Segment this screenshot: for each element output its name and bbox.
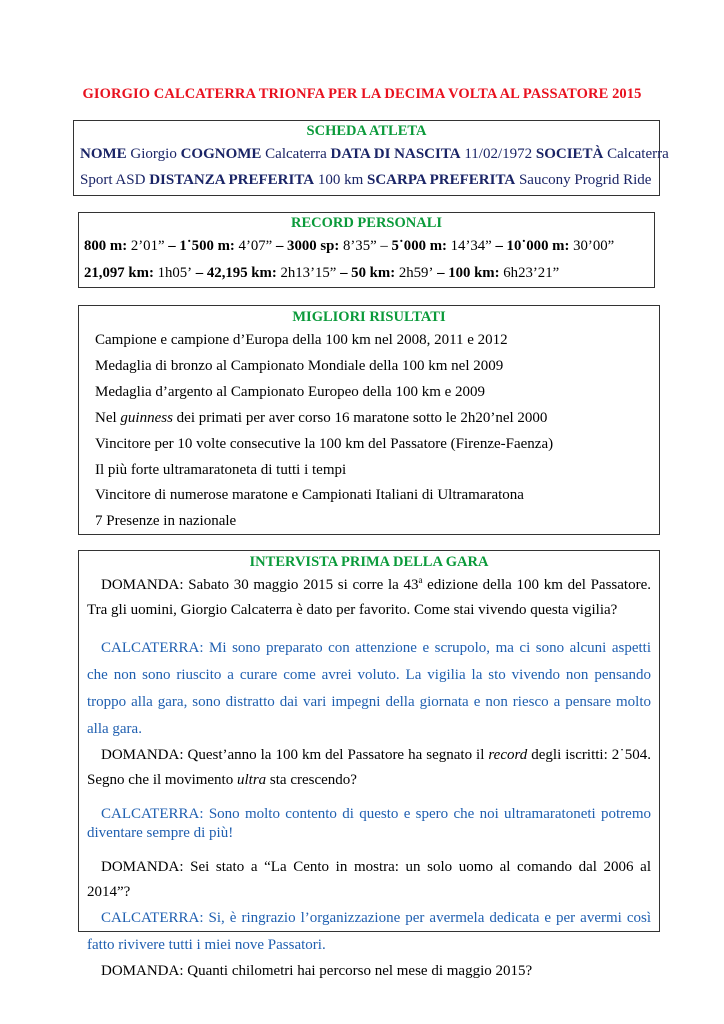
records-heading: RECORD PERSONALI <box>290 215 443 231</box>
record-50-label: 50 km: <box>351 265 396 281</box>
result-item: Medaglia di bronzo al Campionato Mondiale della 100 km nel 2009 <box>95 357 504 374</box>
guinness-emphasis: guinness <box>120 409 173 426</box>
result-item: Il più forte ultramaratoneta di tutti i tempi <box>95 461 347 478</box>
answer-2: CALCATERRA: Sono molto contento di questo e spero che noi ultramaratoneti potremo diventare sempre di più! <box>87 806 651 841</box>
nome-label: NOME <box>80 146 127 162</box>
result-item: Nel guinness dei primati per aver corso 16 maratone sotto le 2h20’nel 2000 <box>95 409 548 426</box>
scarpa-label: SCARPA PREFERITA <box>367 172 516 188</box>
record-1500-value: 4’07” <box>238 238 273 254</box>
record-5000-value: 14’34” <box>450 238 492 254</box>
societa-label: SOCIETÀ <box>535 146 604 162</box>
page-title: GIORGIO CALCATERRA TRIONFA PER LA DECIMA VOLTA AL PASSATORE 2015 <box>82 86 642 102</box>
record-half-value: 1h05’ <box>157 265 193 281</box>
cognome-label: COGNOME <box>180 146 262 162</box>
records-card <box>78 212 655 288</box>
nome-value: Giorgio <box>130 146 177 162</box>
scarpa-value: Saucony Progrid Ride <box>518 172 652 188</box>
question-2: DOMANDA: Quest’anno la 100 km del Passatore ha segnato il record degli iscritti: 2˙504. Segno che il movimento ultra sta crescendo? <box>87 747 651 788</box>
result-item: 7 Presenze in nazionale <box>95 513 237 530</box>
cognome-value: Calcaterra <box>265 146 327 162</box>
athlete-card-heading: SCHEDA ATLETA <box>306 123 427 139</box>
record-10000-label: 10˙000 m: <box>506 238 570 254</box>
record-marathon-value: 2h13’15” <box>280 265 337 281</box>
record-1500-label: 1˙500 m: <box>179 238 235 254</box>
record-5000-label: 5˙000 m: <box>391 238 447 254</box>
interview-card <box>78 550 660 979</box>
record-50-value: 2h59’ <box>398 265 434 281</box>
distanza-label: DISTANZA PREFERITA <box>149 172 315 188</box>
athlete-line-2 <box>80 167 653 193</box>
record-half-label: 21,097 km: <box>84 265 154 281</box>
record-100-value: 6h23’21” <box>503 265 560 281</box>
question-4: DOMANDA: Quanti chilometri hai percorso nel mese di maggio 2015? <box>101 963 533 979</box>
record-100-label: 100 km: <box>448 265 500 281</box>
question-1: DOMANDA: Sabato 30 maggio 2015 si corre la 43$^a$ edizione della 100 km del Passatore. Tra gli uomini, Giorgio Calcaterra è dato per favorito. Come stai vivendo questa vigilia? <box>87 575 651 618</box>
answer-3: CALCATERRA: Si, è ringrazio l’organizzazione per avermela dedicata e per avermi così fatto rivivere tutti i miei nove Passatori. <box>87 910 651 953</box>
record-10000-value: 30’00” <box>573 238 615 254</box>
nascita-value: 11/02/1972 <box>464 146 533 162</box>
societa-value-1: Calcaterra <box>607 146 669 162</box>
results-card <box>78 305 660 535</box>
societa-value-2: Sport ASD <box>80 172 146 188</box>
result-item: Campione e campione d’Europa della 100 km nel 2008, 2011 e 2012 <box>95 332 508 348</box>
record-3000sp-label: 3000 sp: <box>287 238 340 254</box>
records-line-2: 21,097 km: 1h05’ – 42,195 km: 2h13’15” – 50 km: 2h59’ – 100 km: 6h23’21” <box>84 265 560 281</box>
question-3: DOMANDA: Sei stato a “La Cento in mostra: un solo uomo al comando dal 2006 al 2014”? <box>87 859 651 900</box>
nascita-label: DATA DI NASCITA <box>330 146 461 162</box>
record-800-label: 800 m: <box>84 238 128 254</box>
result-item: Vincitore di numerose maratone e Campionati Italiani di Ultramaratona <box>95 487 524 504</box>
record-marathon-label: 42,195 km: <box>206 265 277 281</box>
result-item: Medaglia d’argento al Campionato Europeo della 100 km e 2009 <box>95 383 486 400</box>
result-item: Vincitore per 10 volte consecutive la 100 km del Passatore (Firenze-Faenza) <box>95 435 554 452</box>
distanza-value: 100 km <box>317 172 364 188</box>
record-3000sp-value: 8’35” <box>342 238 377 254</box>
athlete-line-1 <box>80 141 669 167</box>
record-800-value: 2’01” <box>130 238 165 254</box>
results-heading: MIGLIORI RISULTATI <box>292 309 446 325</box>
answer-1: CALCATERRA: Mi sono preparato con attenzione e scrupolo, ma ci sono alcuni aspetti che non sono riuscito a curare come avrei voluto. La vigilia la sto vivendo non pensando troppo alla gara, sono distratto dai vari impegni della giornata e non riesco a pensare molto alla gara. <box>87 640 651 737</box>
athlete-card <box>73 120 669 196</box>
records-line-1: 800 m: 2’01” – 1˙500 m: 4’07” – 3000 sp: 8’35” – 5˙000 m: 14’34” – 10˙000 m: 30’00” <box>84 238 615 254</box>
interview-heading: INTERVISTA PRIMA DELLA GARA <box>249 554 489 570</box>
